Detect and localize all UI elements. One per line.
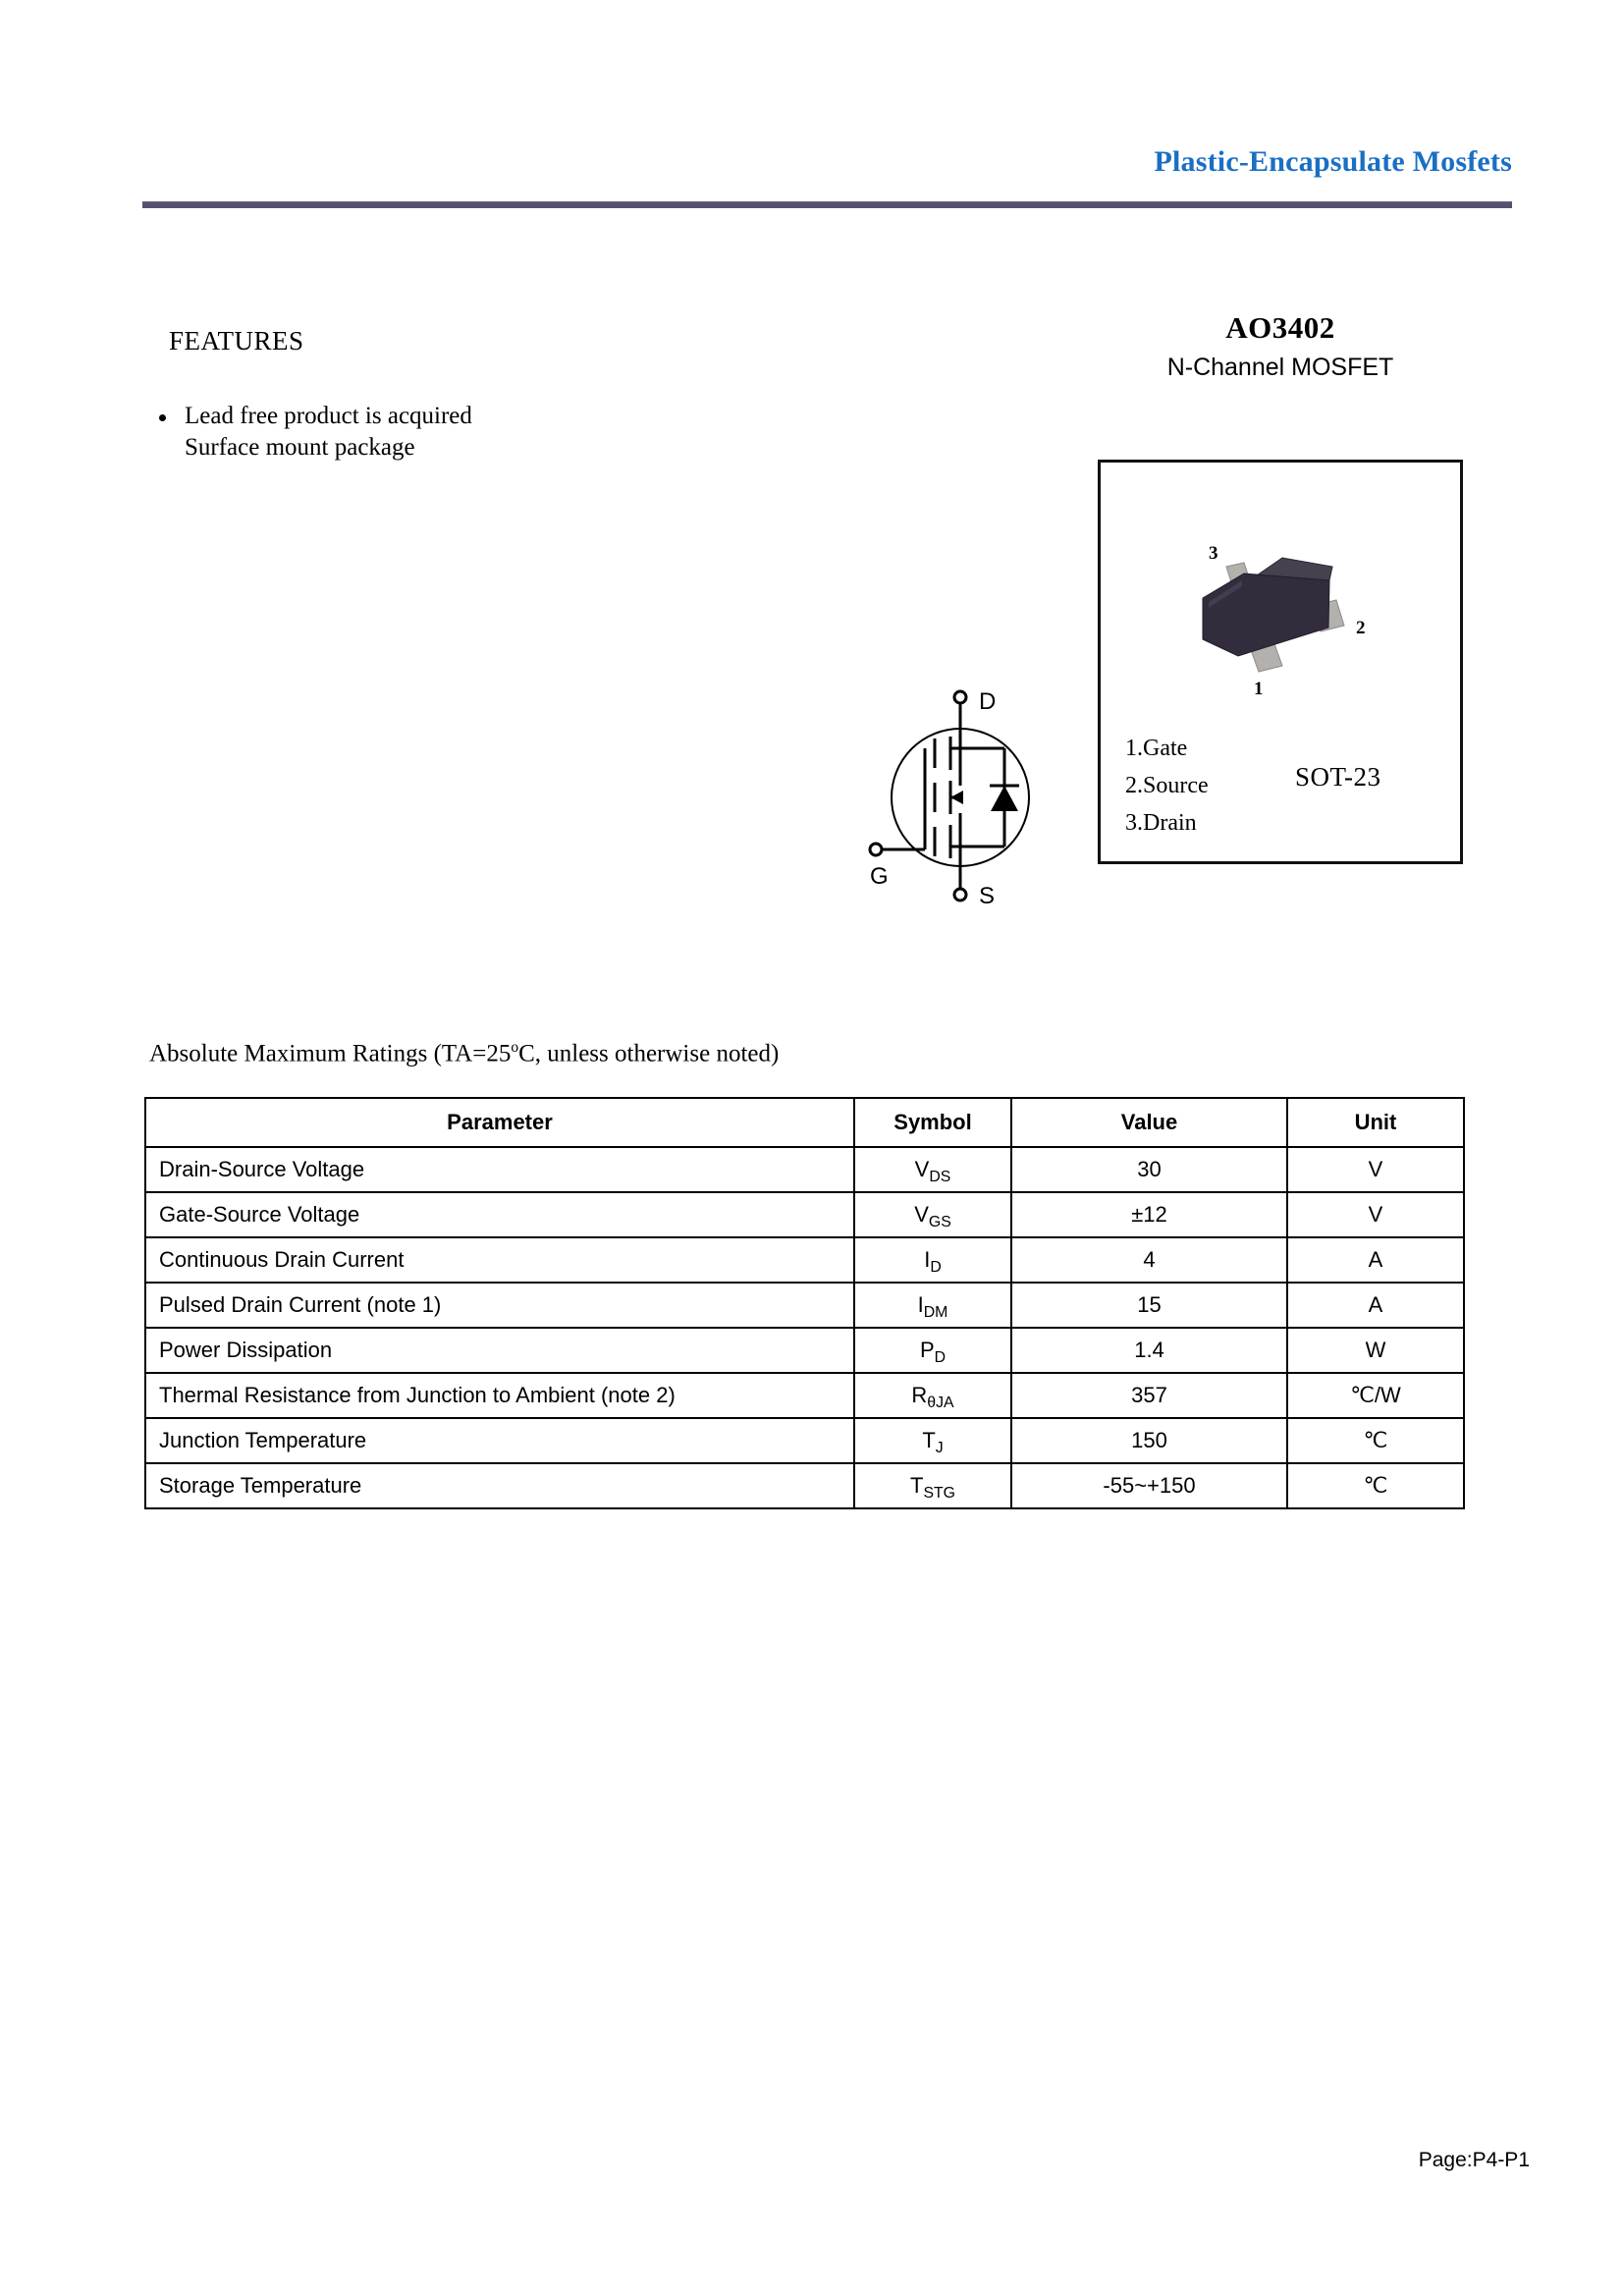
table-row [145, 1373, 1464, 1418]
symbol-sub: DM [923, 1304, 948, 1321]
table-row [145, 1147, 1464, 1192]
feature-line-1: Lead free product is acquired [185, 403, 472, 429]
column-header-value: Value [1011, 1098, 1287, 1147]
document-header [142, 145, 1512, 214]
cell-unit: V [1287, 1147, 1464, 1192]
symbol-sub: D [934, 1349, 947, 1366]
column-header-symbol: Symbol [854, 1098, 1011, 1147]
cell-value: -55~+150 [1011, 1463, 1287, 1508]
cell-parameter: Power Dissipation [145, 1328, 854, 1373]
symbol-sub: D [930, 1259, 942, 1276]
mosfet-symbol [864, 687, 1070, 903]
part-number: AO3402 [1225, 310, 1335, 345]
symbol-sub: GS [928, 1214, 951, 1230]
cell-parameter: Thermal Resistance from Junction to Ambient (note 2) [145, 1373, 854, 1418]
cell-value: 15 [1011, 1283, 1287, 1328]
symbol-main: T [910, 1473, 924, 1498]
table-row [145, 1418, 1464, 1463]
cell-symbol [854, 1373, 1011, 1418]
cell-parameter: Junction Temperature [145, 1418, 854, 1463]
body-diode-icon [991, 786, 1018, 811]
symbol-main: V [914, 1157, 930, 1181]
cell-unit: ℃ [1287, 1463, 1464, 1508]
cell-value: 30 [1011, 1147, 1287, 1192]
table-row [145, 1328, 1464, 1373]
package-name: SOT-23 [1295, 762, 1381, 792]
symbol-main: V [914, 1202, 929, 1227]
sot23-illustration [1183, 537, 1389, 699]
feature-line-2: Surface mount package [185, 434, 415, 461]
cell-parameter: Drain-Source Voltage [145, 1147, 854, 1192]
cell-parameter: Pulsed Drain Current (note 1) [145, 1283, 854, 1328]
symbol-main: P [919, 1338, 935, 1362]
document-header-title: Plastic-Encapsulate Mosfets [1154, 145, 1512, 178]
mosfet-symbol-svg [864, 687, 1070, 903]
ratings-table-body [145, 1147, 1464, 1508]
cell-symbol [854, 1283, 1011, 1328]
pin-marker-3: 3 [1209, 543, 1218, 564]
symbol-sub: J [935, 1440, 944, 1456]
symbol-main: I [917, 1292, 924, 1317]
pin-legend [1125, 730, 1209, 842]
cell-unit: V [1287, 1192, 1464, 1237]
cell-value: 357 [1011, 1373, 1287, 1418]
cell-symbol [854, 1147, 1011, 1192]
header-divider [142, 201, 1512, 208]
symbol-gate-label: G [870, 863, 889, 890]
cell-unit: A [1287, 1283, 1464, 1328]
symbol-sub: θJA [927, 1394, 954, 1411]
column-header-unit: Unit [1287, 1098, 1464, 1147]
symbol-main: T [922, 1428, 936, 1452]
column-header-parameter: Parameter [145, 1098, 854, 1147]
cell-symbol [854, 1237, 1011, 1283]
bullet-icon [159, 414, 166, 421]
table-row [145, 1463, 1464, 1508]
feature-item [147, 401, 658, 464]
features-heading: FEATURES [169, 326, 304, 355]
table-row [145, 1283, 1464, 1328]
symbol-main: I [924, 1247, 931, 1272]
cell-unit: ℃/W [1287, 1373, 1464, 1418]
pin-legend-item: 3.Drain [1125, 810, 1197, 836]
ratings-caption-before: Absolute Maximum Ratings (TA=25 [149, 1040, 512, 1067]
ratings-caption [149, 1039, 779, 1067]
symbol-source-label: S [979, 883, 996, 903]
cell-value: 4 [1011, 1237, 1287, 1283]
cell-value: 1.4 [1011, 1328, 1287, 1373]
bulk-arrow-icon [950, 791, 963, 804]
table-row [145, 1192, 1464, 1237]
pin-legend-item: 1.Gate [1125, 736, 1188, 761]
table-header-row [145, 1098, 1464, 1147]
cell-parameter: Storage Temperature [145, 1463, 854, 1508]
cell-parameter: Continuous Drain Current [145, 1237, 854, 1283]
ratings-caption-after: C, unless otherwise noted) [518, 1040, 780, 1067]
pin-marker-2: 2 [1356, 618, 1366, 638]
cell-parameter: Gate-Source Voltage [145, 1192, 854, 1237]
cell-symbol [854, 1418, 1011, 1463]
cell-symbol [854, 1463, 1011, 1508]
cell-value: 150 [1011, 1418, 1287, 1463]
pin-legend-item: 2.Source [1125, 773, 1209, 798]
symbol-drain-label: D [979, 688, 997, 715]
cell-value: ±12 [1011, 1192, 1287, 1237]
cell-unit: W [1287, 1328, 1464, 1373]
package-info-box [1098, 460, 1463, 864]
page-footer: Page:P4-P1 [1418, 2149, 1530, 2171]
absolute-maximum-ratings-table [144, 1097, 1465, 1509]
table-row [145, 1237, 1464, 1283]
features-list [147, 401, 658, 464]
ratings-caption-degree: o [511, 1039, 519, 1056]
pin-marker-1: 1 [1254, 679, 1264, 699]
cell-unit: ℃ [1287, 1418, 1464, 1463]
cell-symbol [854, 1328, 1011, 1373]
package-photo [1183, 537, 1389, 699]
symbol-main: R [911, 1383, 928, 1407]
symbol-sub: STG [923, 1485, 955, 1502]
cell-symbol [854, 1192, 1011, 1237]
symbol-sub: DS [929, 1169, 951, 1185]
cell-unit: A [1287, 1237, 1464, 1283]
part-subtitle: N-Channel MOSFET [1166, 354, 1394, 381]
